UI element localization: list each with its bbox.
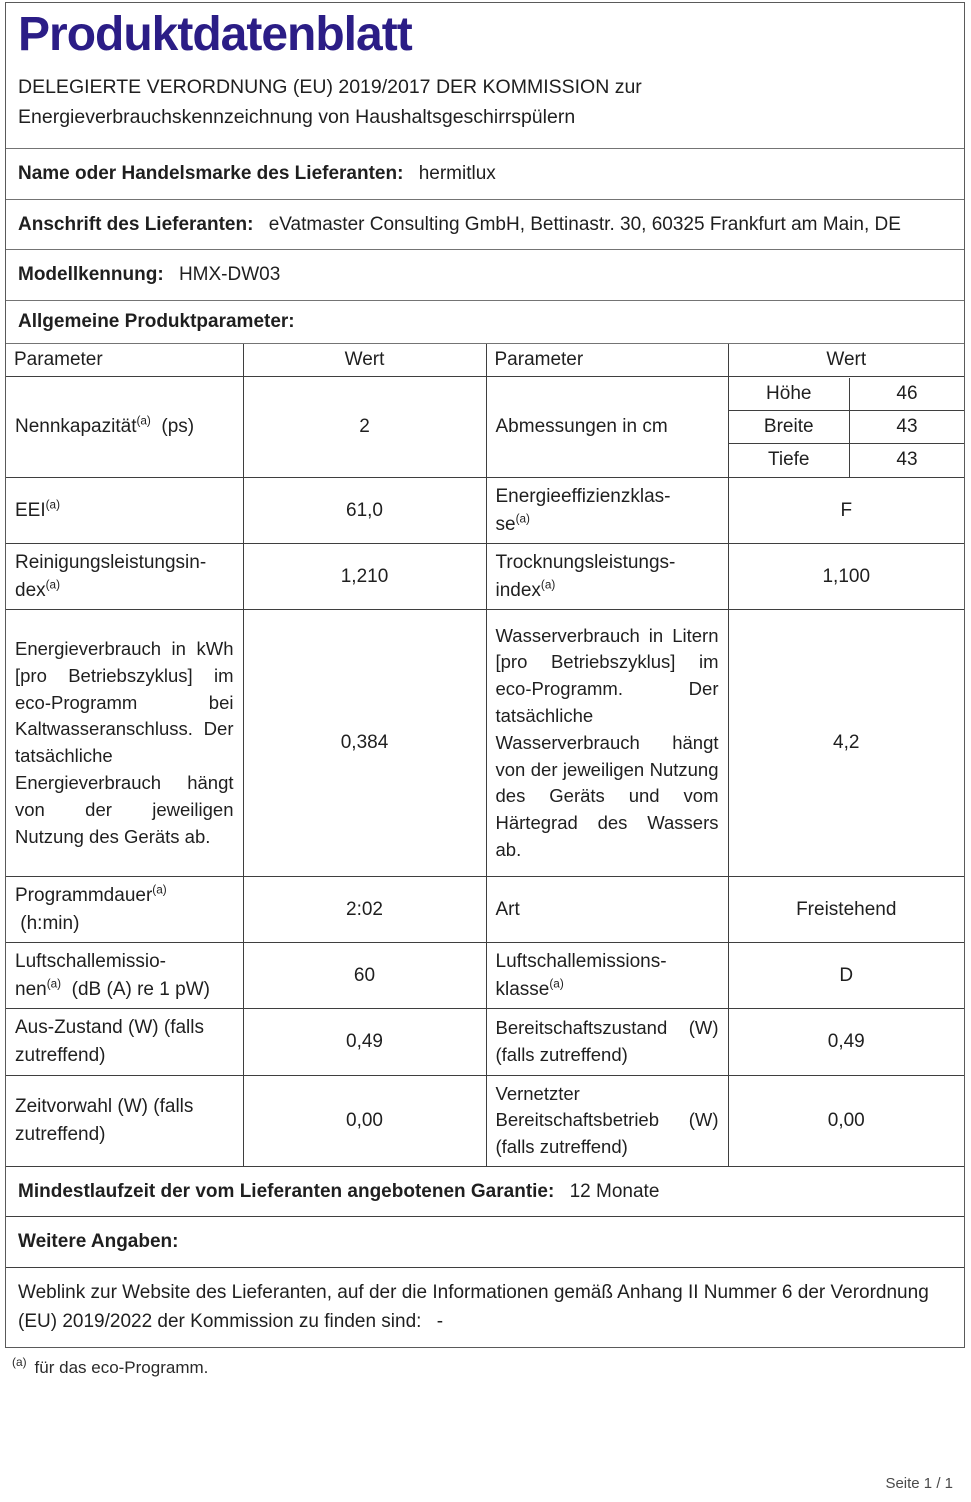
- param-value: 61,0: [243, 478, 486, 544]
- param-label: Abmessungen in cm: [486, 377, 728, 478]
- dimension-value: 43: [850, 411, 965, 444]
- param-label: Wasserverbrauch in Litern [pro Betriebszyklus] im eco-Programm. Der tatsächliche Wasserverbrauch hängt von der jeweiligen Nutzung des Geräts und vom Härtegrad des Wassers ab.: [486, 610, 728, 877]
- supplier-name-row: [6, 149, 964, 199]
- param-row: [6, 1075, 964, 1166]
- param-value: 0,384: [243, 610, 486, 877]
- dimension-row: [729, 444, 965, 477]
- guarantee-value: 12 Monate: [569, 1180, 660, 1202]
- param-value: 60: [243, 943, 486, 1009]
- param-value: 0,49: [243, 1009, 486, 1075]
- general-parameters-heading: Allgemeine Produktparameter:: [6, 301, 964, 344]
- dimension-row: [729, 378, 965, 411]
- parameters-table-header-row: [6, 344, 964, 377]
- supplier-name-value: hermitlux: [418, 163, 496, 185]
- guarantee-row: [6, 1167, 964, 1217]
- param-value: 0,00: [243, 1075, 486, 1166]
- param-value: 0,00: [728, 1075, 964, 1166]
- supplier-name-label: Name oder Handelsmarke des Lieferanten:: [18, 163, 404, 185]
- param-row: [6, 1009, 964, 1075]
- param-label: Energieverbrauch in kWh [pro Betriebszyklus] im eco-Programm bei Kaltwasseranschluss. Der tatsächliche Energieverbrauch hängt von der jeweiligen Nutzung des Geräts ab.: [6, 610, 243, 877]
- footnote-marker: (a): [12, 1355, 27, 1370]
- param-value: 1,210: [243, 544, 486, 610]
- header-wert-right: Wert: [728, 344, 964, 377]
- regulation-subtitle: DELEGIERTE VERORDNUNG (EU) 2019/2017 DER KOMMISSION zur Energieverbrauchskennzeichnung von Haushaltsgeschirrspülern: [18, 75, 642, 129]
- param-label: Trocknungsleistungs- index$^{(a)}$: [486, 544, 728, 610]
- weblink-value: -: [436, 1311, 444, 1333]
- param-value: 2: [243, 377, 486, 478]
- param-label: Bereitschaftszustand (W) (falls zutreffend): [486, 1009, 728, 1075]
- model-id-value: HMX-DW03: [178, 264, 281, 286]
- param-value: 0,49: [728, 1009, 964, 1075]
- model-id-label: Modellkennung:: [18, 264, 164, 286]
- param-value: 2:02: [243, 877, 486, 943]
- dimension-label: Höhe: [729, 378, 850, 411]
- dimensions-subtable: [729, 378, 965, 477]
- param-value: Freistehend: [728, 877, 964, 943]
- dimensions-cell: [728, 377, 964, 478]
- param-label: Vernetzter Bereitschaftsbetrieb (W) (falls zutreffend): [486, 1075, 728, 1166]
- param-label: Aus-Zustand (W) (falls zutreffend): [6, 1009, 243, 1075]
- param-row: [6, 610, 964, 877]
- datasheet-frame: [5, 2, 965, 1348]
- title-block: [6, 3, 964, 149]
- dimension-row: [729, 411, 965, 444]
- param-value: D: [728, 943, 964, 1009]
- weblink-row: [6, 1268, 964, 1347]
- eco-programme-footnote: [12, 1355, 971, 1378]
- param-row: [6, 877, 964, 943]
- header-parameter-right: Parameter: [486, 344, 728, 377]
- param-row: [6, 377, 964, 478]
- param-label: Energieeffizienzklas- $se^{(a)}$: [486, 478, 728, 544]
- more-info-heading: [6, 1217, 964, 1267]
- header-parameter-left: Parameter: [6, 344, 243, 377]
- dimension-label: Tiefe: [729, 444, 850, 477]
- more-info-label: Weitere Angaben:: [18, 1231, 179, 1253]
- model-id-row: [6, 250, 964, 300]
- supplier-address-row: [6, 200, 964, 250]
- param-row: [6, 478, 964, 544]
- param-label: Luftschallemissions- klasse$^{(a)}$: [486, 943, 728, 1009]
- param-value: 4,2: [728, 610, 964, 877]
- params-table-body: [6, 377, 964, 1167]
- param-label: Reinigungsleistungsin- dex$^{(a)}$: [6, 544, 243, 610]
- weblink-label: Weblink zur Website des Lieferanten, auf der die Informationen gemäß Anhang II Nummer 6 der Verordnung (EU) 2019/2022 der Kommission zu finden sind:: [18, 1281, 929, 1333]
- param-label: Luftschallemissio- nen$^{(a)}$ (dB (A) re 1 pW): [6, 943, 243, 1009]
- param-value: 1,100: [728, 544, 964, 610]
- dimension-value: 43: [850, 444, 965, 477]
- header-wert-left: Wert: [243, 344, 486, 377]
- param-label: EEI$^{(a)}$: [6, 478, 243, 544]
- guarantee-label: Mindestlaufzeit der vom Lieferanten angebotenen Garantie:: [18, 1180, 555, 1202]
- supplier-address-label: Anschrift des Lieferanten:: [18, 213, 254, 235]
- param-label: Nennkapazität$^{(a)}$ (ps): [6, 377, 243, 478]
- param-row: [6, 943, 964, 1009]
- supplier-address-value: eVatmaster Consulting GmbH, Bettinastr. 30, 60325 Frankfurt am Main, DE: [268, 213, 901, 235]
- parameters-table: [6, 344, 964, 1167]
- page-indicator: Seite 1 / 1: [885, 1475, 953, 1492]
- page-title: Produktdatenblatt: [18, 8, 412, 61]
- dimension-label: Breite: [729, 411, 850, 444]
- param-label: Programmdauer$^{(a)}$ (h:min): [6, 877, 243, 943]
- param-value: F: [728, 478, 964, 544]
- footnote-text: für das eco-Programm.: [34, 1357, 209, 1377]
- product-datasheet-page: [0, 2, 971, 1502]
- param-label: Art: [486, 877, 728, 943]
- dimension-value: 46: [896, 382, 918, 404]
- param-label: Zeitvorwahl (W) (falls zutreffend): [6, 1075, 243, 1166]
- param-row: [6, 544, 964, 610]
